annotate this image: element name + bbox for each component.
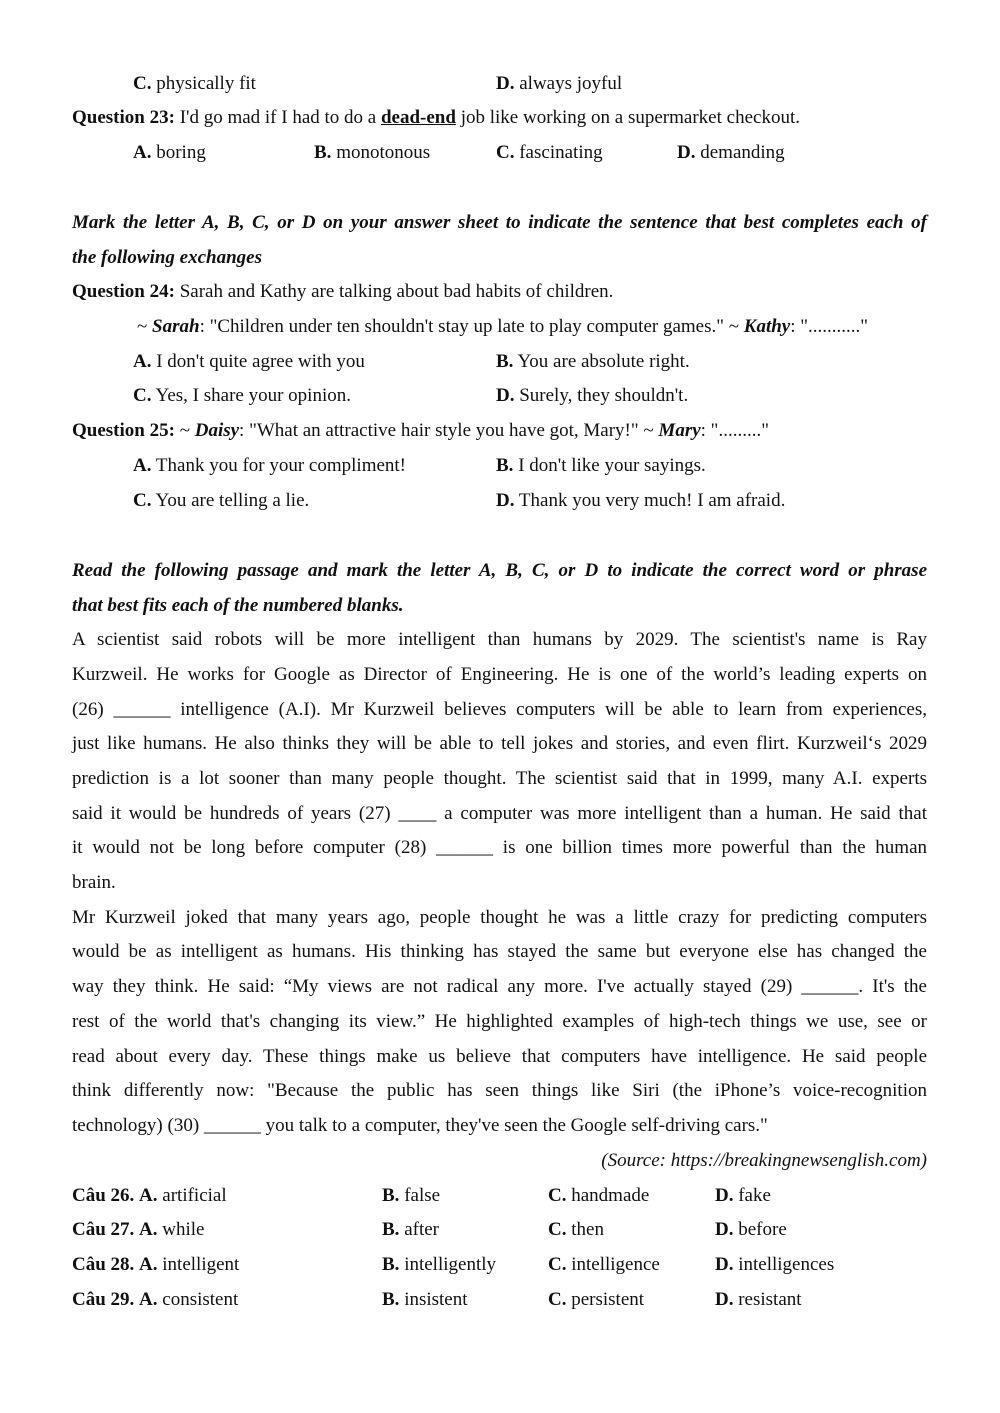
answer-option: C. persistent bbox=[548, 1289, 645, 1310]
q25-option-d: D. Thank you very much! I am afraid. bbox=[496, 490, 786, 511]
passage-line: would be as intelligent as humans. His thinking has stayed the same but everyone else has changed the bbox=[72, 941, 927, 962]
answer-option: B. after bbox=[382, 1219, 439, 1240]
answer-option: B. insistent bbox=[382, 1289, 468, 1310]
passage-line: brain. bbox=[72, 872, 116, 893]
passage-line: Mr Kurzweil joked that many years ago, people thought he was a little crazy for predicting computers bbox=[72, 907, 927, 928]
passage-line: A scientist said robots will be more intelligent than humans by 2029. The scientist's name is Ray bbox=[72, 629, 927, 650]
section-instruction-line: Mark the letter A, B, C, or D on your answer sheet to indicate the sentence that best completes each of bbox=[72, 212, 927, 233]
answer-option: C. then bbox=[548, 1219, 604, 1240]
section-instruction-line: Read the following passage and mark the letter A, B, C, or D to indicate the correct word or phrase bbox=[72, 560, 927, 581]
q25-option-b: B. I don't like your sayings. bbox=[496, 455, 706, 476]
question-24: Question 24: Sarah and Kathy are talking about bad habits of children. bbox=[72, 281, 614, 302]
answer-row-27: Câu 27. A. while bbox=[72, 1219, 205, 1240]
q25-option-c: C. You are telling a lie. bbox=[133, 490, 310, 511]
passage-line: (26) ______ intelligence (A.I). Mr Kurzweil believes computers will be able to learn from experiences, bbox=[72, 699, 927, 720]
passage-source: (Source: https://breakingnewsenglish.com) bbox=[601, 1150, 927, 1171]
answer-row-29: Câu 29. A. consistent bbox=[72, 1289, 239, 1310]
passage-line: said it would be hundreds of years (27) ____ a computer was more intelligent than a human. He said that bbox=[72, 803, 927, 824]
answer-option: C. handmade bbox=[548, 1185, 650, 1206]
answer-option: D. resistant bbox=[715, 1289, 802, 1310]
q24-option-d: D. Surely, they shouldn't. bbox=[496, 385, 689, 406]
passage-line: way they think. He said: “My views are not radical any more. I've actually stayed (29) ______. It's the bbox=[72, 976, 927, 997]
answer-option: D. before bbox=[715, 1219, 787, 1240]
passage-line: rest of the world that's changing its view.” He highlighted examples of high-tech things we use, see or bbox=[72, 1011, 927, 1032]
question-25: Question 25: ~ Daisy: "What an attractive hair style you have got, Mary!" ~ Mary: "........." bbox=[72, 420, 769, 441]
passage-line: think differently now: "Because the public has seen things like Siri (the iPhone’s voice-recognition bbox=[72, 1080, 927, 1101]
q23-option-c: C. fascinating bbox=[496, 142, 603, 163]
passage-line: prediction is a lot sooner than many people thought. The scientist said that in 1999, many A.I. experts bbox=[72, 768, 927, 789]
q24-option-a: A. I don't quite agree with you bbox=[133, 351, 365, 372]
answer-row-26: Câu 26. A. artificial bbox=[72, 1185, 227, 1206]
q23-option-b: B. monotonous bbox=[314, 142, 431, 163]
q24-dialogue: ~ Sarah: "Children under ten shouldn't stay up late to play computer games." ~ Kathy: "..........." bbox=[137, 316, 869, 337]
answer-option: B. intelligently bbox=[382, 1254, 497, 1275]
answer-row-28: Câu 28. A. intelligent bbox=[72, 1254, 240, 1275]
underlined-target: dead-end bbox=[380, 107, 456, 128]
q24-option-b: B. You are absolute right. bbox=[496, 351, 690, 372]
section-instruction-line: the following exchanges bbox=[72, 247, 263, 268]
passage-line: just like humans. He also thinks they will be able to tell jokes and stories, and even flirt. Kurzweil‘s 2029 bbox=[72, 733, 927, 754]
q24-option-c: C. Yes, I share your opinion. bbox=[133, 385, 351, 406]
q23-option-d: D. demanding bbox=[677, 142, 785, 163]
passage-line: it would not be long before computer (28) ______ is one billion times more powerful than the human bbox=[72, 837, 927, 858]
q25-option-a: A. Thank you for your compliment! bbox=[133, 455, 407, 476]
answer-option: B. false bbox=[382, 1185, 441, 1206]
q22-option-c: C. physically fit bbox=[133, 73, 256, 94]
q22-option-d: D. always joyful bbox=[496, 73, 623, 94]
passage-line: technology) (30) ______ you talk to a computer, they've seen the Google self-driving cars." bbox=[72, 1115, 768, 1136]
passage-line: Kurzweil. He works for Google as Director of Engineering. He is one of the world’s leading experts on bbox=[72, 664, 927, 685]
q23-option-a: A. boring bbox=[133, 142, 206, 163]
question-23: Question 23: I'd go mad if I had to do a dead-end job like working on a supermarket checkout. bbox=[72, 107, 800, 128]
answer-option: D. intelligences bbox=[715, 1254, 835, 1275]
answer-option: D. fake bbox=[715, 1185, 771, 1206]
answer-option: C. intelligence bbox=[548, 1254, 660, 1275]
passage-line: read about every day. These things make us believe that computers have intelligence. He said people bbox=[72, 1046, 927, 1067]
section-instruction-line: that best fits each of the numbered blanks. bbox=[72, 595, 404, 616]
